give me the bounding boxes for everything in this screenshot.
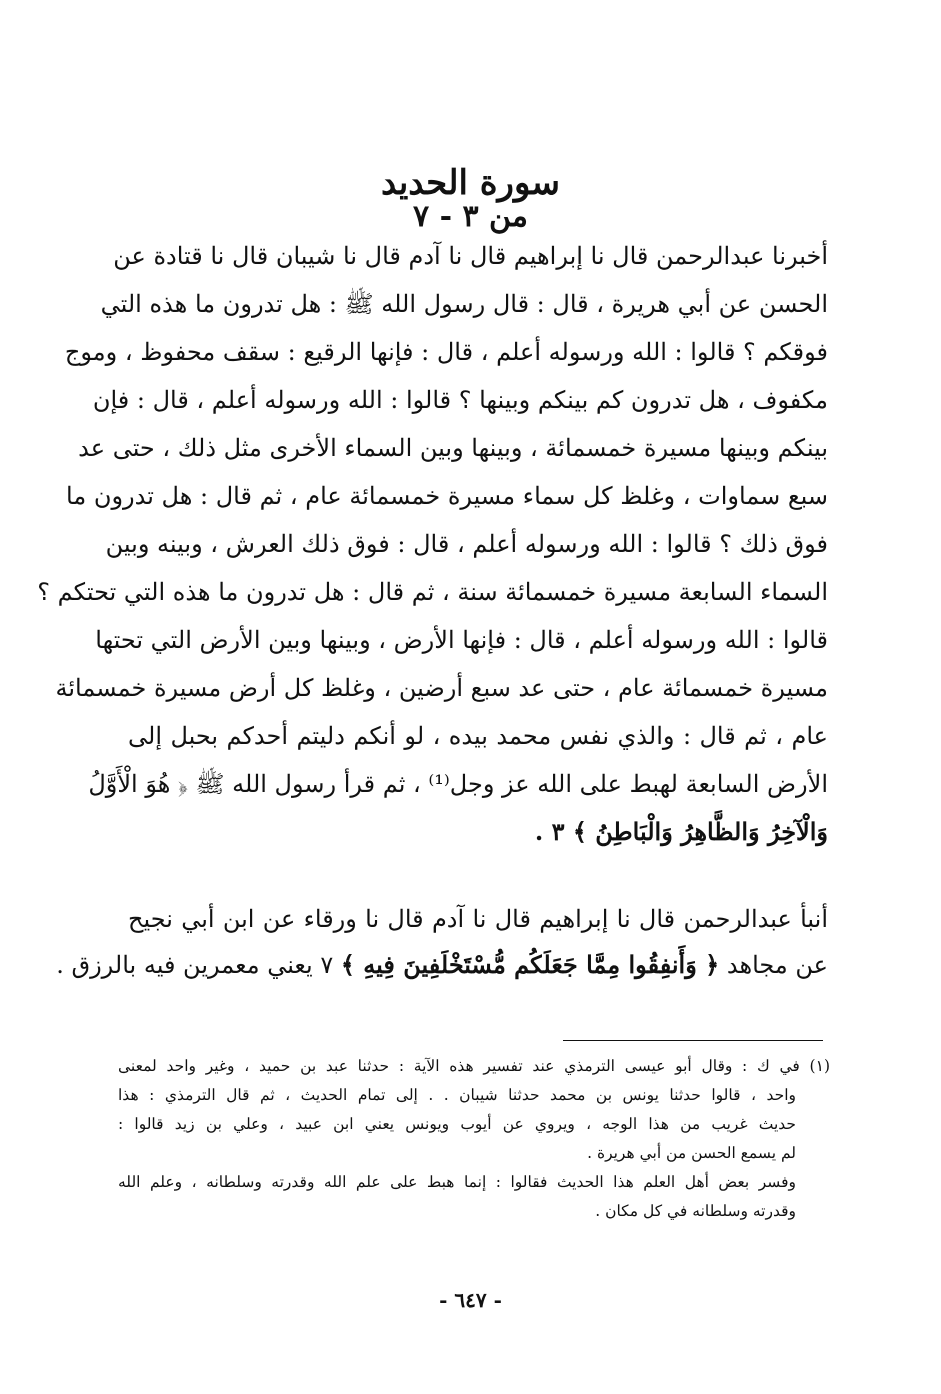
text-line: الحسن عن أبي هريرة ، قال : قال رسول الله ﷺ : هل تدرون ما هذه التي — [100, 290, 828, 318]
footnote-line: حديث غريب من هذا الوجه ، ويروي عن أيوب ويونس يعني ابن عبيد ، وعلي بن زيد قالوا : — [118, 1115, 796, 1133]
footnote-line: لم يسمع الحسن من أبي هريرة . — [587, 1144, 796, 1162]
footnote-line: وفسر بعض أهل العلم هذا الحديث فقالوا : إنما هبط على علم الله وقدرته وسلطانه ، وعلم الله — [118, 1173, 796, 1191]
hadith-paragraph-1 — [37, 232, 828, 856]
text-line: أخبرنا عبدالرحمن قال نا إبراهيم قال نا آدم قال نا شيبان قال نا قتادة عن — [113, 242, 828, 270]
text-line: مسيرة خمسمائة عام ، حتى عد سبع أرضين ، وغلظ كل أرض مسيرة خمسمائة — [55, 674, 828, 702]
quran-verse: ﴿ وَأَنفِقُوا مِمَّا جَعَلَكُم مُّسْتَخْلَفِينَ فِيهِ ﴾ — [340, 950, 720, 979]
hadith-paragraph-2 — [56, 896, 828, 988]
text-line: قالوا : الله ورسوله أعلم ، قال : فإنها الأرض ، وبينها وبين الأرض التي تحتها — [95, 626, 828, 654]
surah-title: سورة الحديد — [380, 163, 561, 203]
text-line — [56, 942, 828, 988]
verse-range: من ٣ - ٧ — [413, 199, 528, 234]
text-line: بينكم وبينها مسيرة خمسمائة ، وبينها وبين السماء الأخرى مثل ذلك ، حتى عد — [78, 434, 828, 462]
text-line: عام ، ثم قال : والذي نفس محمد بيده ، لو أنكم دليتم أحدكم بحبل إلى — [128, 722, 828, 750]
footnote-line: واحد ، قالوا حدثنا يونس بن محمد حدثنا شيبان . . إلى تمام الحديث ، ثم قال الترمذي : هذا — [118, 1086, 796, 1104]
text-line: سبع سماوات ، وغلظ كل سماء مسيرة خمسمائة عام ، ثم قال : هل تدرون ما — [66, 482, 828, 510]
text-line: الأرض السابعة لهبط على الله عز وجل⁽¹⁾ ، ثم قرأ رسول الله ﷺ ﴿ هُوَ الْأَوَّلُ — [88, 770, 828, 798]
footnote-line: وقدرته وسلطانه في كل مكان . — [595, 1202, 796, 1220]
footnote-line: (١) في ك : وقال أبو عيسى الترمذي عند تفسير هذه الآية : حدثنا عبد بن حميد ، وغير واحد لمعنى — [118, 1057, 830, 1075]
quran-verse-line: وَالْآخِرُ وَالظَّاهِرُ وَالْبَاطِنُ ﴾ ٣ . — [534, 817, 828, 846]
text-line: السماء السابعة مسيرة خمسمائة سنة ، ثم قال : هل تدرون ما هذه التي تحتكم ؟ — [37, 578, 828, 606]
text-segment: ٧ يعني معمرين فيه بالرزق . — [56, 951, 334, 979]
text-segment: عن مجاهد — [726, 951, 828, 979]
text-line: فوقكم ؟ قالوا : الله ورسوله أعلم ، قال : فإنها الرقيع : سقف محفوظ ، وموج — [64, 338, 828, 366]
text-line: مكفوف ، هل تدرون كم بينكم وبينها ؟ قالوا : الله ورسوله أعلم ، قال : فإن — [92, 386, 828, 414]
page-number: - ٦٤٧ - — [439, 1288, 502, 1312]
footnote-divider — [563, 1040, 823, 1041]
text-line: فوق ذلك ؟ قالوا : الله ورسوله أعلم ، قال : فوق ذلك العرش ، وبينه وبين — [105, 530, 828, 558]
footnotes — [118, 1052, 830, 1226]
text-line: أنبأ عبدالرحمن قال نا إبراهيم قال نا آدم قال نا ورقاء عن ابن أبي نجيح — [128, 905, 828, 933]
